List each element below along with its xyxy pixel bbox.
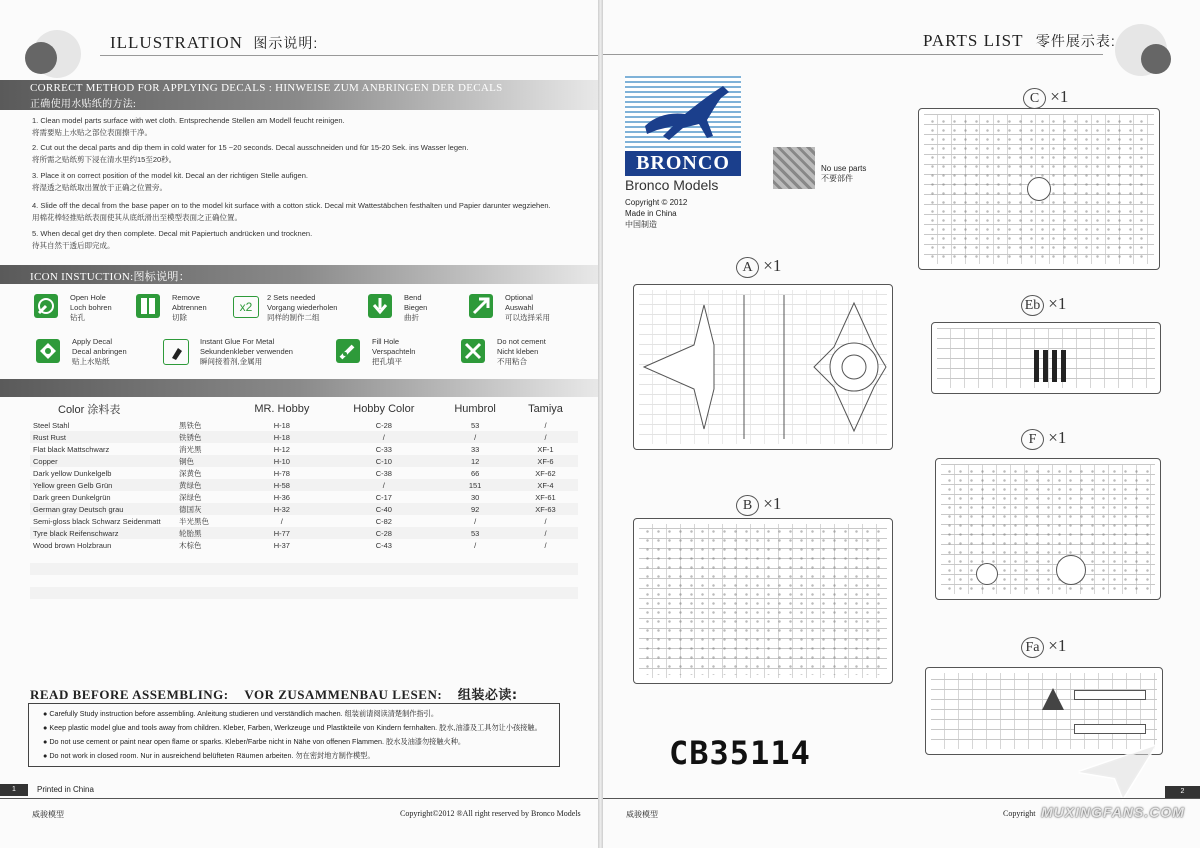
table-cell: C-38 <box>375 468 392 478</box>
icon-label-cn: 贴上水贴纸 <box>72 357 110 366</box>
table-cell: XF-62 <box>535 468 556 478</box>
table-cell: C-10 <box>330 455 437 467</box>
header-color: Color 涂料表 <box>58 404 121 416</box>
decal-step-en: 1. Clean model parts surface with wet cloth. Entsprechende Stellen am Modell feucht reinigen. <box>32 116 345 125</box>
footer-copyright: Copyright©2012 ®All right reserved by Bronco Models <box>400 809 581 818</box>
table-cell: C-40 <box>330 503 437 515</box>
table-cell: 151 <box>437 479 513 491</box>
table-cell: / <box>474 516 477 526</box>
icon-label <box>267 293 337 323</box>
icon-label-cn: 曲折 <box>404 313 419 322</box>
warning-text: Do not work in closed room. Nur in ausreichend belüfteten Räumen arbeiten. 勿在密封地方制作模型。 <box>49 751 375 760</box>
table-cell: Steel Stahl <box>33 420 70 430</box>
table-row <box>30 563 578 575</box>
header-rule <box>603 54 1103 55</box>
no-use-swatch <box>773 147 815 189</box>
read-before-title-cn: 组装必读: <box>457 688 518 703</box>
icon-label-de: Loch bohren <box>70 303 112 312</box>
table-cell: Flat black Mattschwarz <box>33 444 110 454</box>
footer-rule <box>0 798 598 799</box>
table-cell: / <box>330 479 437 491</box>
decals-band-title: CORRECT METHOD FOR APPLYING DECALS : HINWEISE ZUM ANBRINGEN DER DECALS <box>30 82 503 94</box>
warning-item: ● Do not use cement or paint near open flame or sparks. Kleber/Farbe nicht in Nähe von offenen Flammen. 胶水及油漆勿接触火种。 <box>43 737 466 746</box>
sprue-f-label <box>1021 428 1066 450</box>
icon-label-en: Optional <box>505 293 533 302</box>
sprue-qty: ×1 <box>1048 294 1067 313</box>
page-title-cn: 零件展示表: <box>1035 33 1116 49</box>
read-before-title <box>30 684 518 703</box>
table-row <box>30 443 578 455</box>
icon-label-en: 2 Sets needed <box>267 293 316 302</box>
table-cell: C-17 <box>375 492 392 502</box>
table-cell: 木棕色 <box>179 540 202 550</box>
decal-step-cn: 将湿透之贴纸取出置放于正确之位置旁。 <box>32 183 167 192</box>
icon-label-cn: 钻孔 <box>70 313 85 322</box>
table-cell: 德国灰 <box>176 503 233 515</box>
table-cell: 轮胎黑 <box>176 527 233 539</box>
icon-band <box>0 265 598 284</box>
table-cell: H-18 <box>273 420 290 430</box>
sprue-b-label <box>736 494 781 516</box>
brand-copyright <box>625 197 687 230</box>
icon-label-en: Instant Glue For Metal <box>200 337 275 346</box>
footer-copyright: Copyright <box>1003 809 1036 818</box>
sprue-fa-label <box>1021 636 1066 658</box>
warning-text: Carefully Study instruction before assembling. Anleitung studieren und verständlich machen. 组装前请阅读清楚制作指引。 <box>49 709 439 718</box>
apply-decal-icon <box>36 339 60 363</box>
warning-item: ● Carefully Study instruction before assembling. Anleitung studieren und verständlich machen. 组装前请阅读清楚制作指引。 <box>43 709 439 718</box>
decals-band-title-cn: 正确使用水贴纸的方法: <box>30 99 137 110</box>
table-cell: 66 <box>470 468 480 478</box>
page-number-badge: 1 <box>0 784 28 796</box>
icon-label <box>72 337 127 367</box>
footer-brand-cn: 威骏模型 <box>626 810 658 819</box>
table-cell: Rust Rust <box>30 431 176 443</box>
paper-plane-watermark-icon <box>1077 742 1157 802</box>
sprue-a-drawing <box>634 285 892 449</box>
copyright-text: Copyright © 2012 <box>625 198 688 207</box>
table-row <box>30 515 578 527</box>
sprue-b <box>633 518 893 684</box>
table-cell: H-36 <box>273 492 290 502</box>
table-cell: 铁锈色 <box>176 431 233 443</box>
icon-label-de: Decal anbringen <box>72 347 127 356</box>
icon-label-en: Bend <box>404 293 422 302</box>
made-in-cn-text: 中国制造 <box>625 220 657 229</box>
page-title-en: ILLUSTRATION <box>110 33 243 52</box>
decal-step-cn: 将所需之贴纸剪下浸在清水里约15至20秒。 <box>32 155 177 164</box>
kit-number: CB35114 <box>669 734 811 772</box>
sprue-letter: Fa <box>1021 637 1044 658</box>
decal-step <box>32 201 551 223</box>
table-cell: 深绿色 <box>179 492 202 502</box>
color-band <box>0 379 598 397</box>
icon-label-de: Biegen <box>404 303 428 312</box>
table-cell: H-32 <box>233 503 330 515</box>
bend-icon <box>368 294 392 318</box>
decal-step-en: 4. Slide off the decal from the base paper on to the model kit surface with a cotton stick. Decal mit Wattestäbchen festhalten und Papier darunter wegziehen. <box>32 201 551 210</box>
table-cell: 半光黑色 <box>179 516 209 526</box>
table-row <box>30 575 578 587</box>
decal-step-cn: 将需要贴上水贴之部位表面擦干净。 <box>32 128 152 137</box>
icon-label-de: Nicht kleben <box>497 347 539 356</box>
decals-band <box>0 80 598 110</box>
horse-icon <box>625 76 741 150</box>
sprue-qty: ×1 <box>1048 428 1067 447</box>
table-cell: H-78 <box>273 468 290 478</box>
color-table-body <box>30 419 578 551</box>
watermark-text: MUXINGFANS.COM <box>1041 804 1185 820</box>
header-dot-decoration <box>1141 44 1171 74</box>
icon-band-title-cn: 图标说明： <box>133 271 190 283</box>
table-row <box>30 491 578 503</box>
table-cell: / <box>280 516 283 526</box>
table-cell: H-77 <box>233 527 330 539</box>
icon-label-cn: 可以选择采用 <box>505 313 550 322</box>
sprue-letter: Eb <box>1021 295 1044 316</box>
table-row <box>30 527 578 539</box>
header-dot-decoration <box>25 42 57 74</box>
table-cell: XF-6 <box>513 455 578 467</box>
table-row <box>30 455 578 467</box>
icon-label <box>172 293 207 323</box>
table-cell: / <box>544 540 547 550</box>
table-cell: 33 <box>470 444 480 454</box>
table-cell: 92 <box>437 503 513 515</box>
sprue-qty: ×1 <box>1050 87 1069 106</box>
decal-step-en: 3. Place it on correct position of the model kit. Decal an der richtigen Stelle aufigen. <box>32 171 308 180</box>
icon-label-de: Sekundenkleber verwenden <box>200 347 293 356</box>
table-cell: C-82 <box>375 516 392 526</box>
page-number-badge: 2 <box>1165 786 1200 798</box>
no-use-label <box>821 164 866 184</box>
table-cell: / <box>330 431 437 443</box>
sprue-c <box>918 108 1160 270</box>
read-before-title-de: VOR ZUSAMMENBAU LESEN: <box>244 687 443 702</box>
table-cell: Tyre black Reifenschwarz <box>30 527 176 539</box>
icon-label-en: Do not cement <box>497 337 546 346</box>
header-tamiya: Tamiya <box>528 403 563 415</box>
color-table <box>30 399 578 599</box>
made-in-text: Made in China <box>625 209 677 218</box>
table-cell: 深黄色 <box>179 468 202 478</box>
bronco-logo <box>625 76 741 176</box>
remove-icon <box>136 294 160 318</box>
icon-label <box>200 337 293 367</box>
instant-glue-icon <box>163 339 189 365</box>
icon-label-cn: 不用粘合 <box>497 357 527 366</box>
color-table-header <box>30 399 578 419</box>
table-cell: XF-63 <box>513 503 578 515</box>
table-cell: 铜色 <box>176 455 233 467</box>
table-cell: H-12 <box>273 444 290 454</box>
warning-text: Keep plastic model glue and tools away from children. Kleber, Farben, Werkzeuge und Plastikteile von Kindern fernhalten. 胶水,油漆及工具勿让小孩接触。 <box>49 723 542 732</box>
fill-hole-icon <box>336 339 360 363</box>
decal-step <box>32 116 345 138</box>
table-cell: C-28 <box>330 527 437 539</box>
page-title-cn: 图示说明: <box>253 35 319 51</box>
footer-brand-cn: 威骏模型 <box>32 810 64 819</box>
table-cell: 黑铁色 <box>179 420 202 430</box>
decal-step-cn: 待其自然干透后即完成。 <box>32 241 115 250</box>
no-use-en: No use parts <box>821 164 867 173</box>
decal-step <box>32 229 312 251</box>
table-cell: Dark yellow Dunkelgelb <box>33 468 112 478</box>
logo-text: BRONCO <box>625 151 741 176</box>
icon-label <box>70 293 112 323</box>
x2-icon: x2 <box>233 296 259 318</box>
icon-label-cn: 切除 <box>172 313 187 322</box>
table-cell: 53 <box>437 527 513 539</box>
table-cell: XF-4 <box>513 479 578 491</box>
table-cell: H-18 <box>233 431 330 443</box>
sprue-eb-label <box>1021 294 1066 316</box>
open-hole-icon <box>34 294 58 318</box>
table-cell: H-10 <box>233 455 330 467</box>
table-cell: / <box>513 527 578 539</box>
icon-label-cn: 同样的制作二组 <box>267 313 320 322</box>
sprue-qty: ×1 <box>1048 636 1067 655</box>
table-cell: 53 <box>470 420 480 430</box>
table-cell: XF-1 <box>537 444 554 454</box>
icon-label-de: Verspachteln <box>372 347 416 356</box>
table-cell: / <box>474 540 477 550</box>
sprue-f <box>935 458 1161 600</box>
header-rule <box>100 55 598 56</box>
footer-rule <box>603 798 1200 799</box>
icon-label-en: Remove <box>172 293 200 302</box>
decal-step <box>32 143 468 165</box>
page-title-en: PARTS LIST <box>923 31 1024 50</box>
table-cell: 消光黑 <box>179 444 202 454</box>
decal-step-cn: 用棉花棒轻推贴纸表面使其从底纸滑出至模型表面之正确位置。 <box>32 213 242 222</box>
table-cell: Yellow green Gelb Grün <box>30 479 176 491</box>
sprue-c-label <box>1023 87 1068 109</box>
header-mr-hobby: MR. Hobby <box>254 403 310 415</box>
table-cell: Wood brown Holzbraun <box>33 540 112 550</box>
table-row <box>30 551 578 563</box>
table-cell: Copper <box>30 455 176 467</box>
warning-item: ● Do not work in closed room. Nur in ausreichend belüfteten Räumen arbeiten. 勿在密封地方制作模型。 <box>43 751 375 760</box>
table-cell: German gray Deutsch grau <box>30 503 176 515</box>
table-row <box>30 479 578 491</box>
sprue-letter: F <box>1021 429 1044 450</box>
table-cell: XF-61 <box>535 492 556 502</box>
table-cell: 黄绿色 <box>176 479 233 491</box>
table-row <box>30 419 578 431</box>
warning-item: ● Keep plastic model glue and tools away from children. Kleber, Farben, Werkzeuge und Plastikteile von Kindern fernhalten. 胶水,油漆及工具勿让小孩接触。 <box>43 723 542 732</box>
read-before-title-en: READ BEFORE ASSEMBLING: <box>30 687 229 702</box>
table-cell: / <box>513 431 578 443</box>
sprue-qty: ×1 <box>763 494 782 513</box>
brand-name: Bronco Models <box>625 177 719 193</box>
header-humbrol: Humbrol <box>454 403 496 415</box>
table-row <box>30 503 578 515</box>
table-row <box>30 587 578 599</box>
page-title <box>110 33 318 53</box>
sprue-letter: A <box>736 257 759 278</box>
do-not-cement-icon <box>461 339 485 363</box>
no-use-cn: 不要部件 <box>821 174 853 183</box>
decal-step-en: 5. When decal get dry then complete. Decal mit Papiertuch andrücken und trocknen. <box>32 229 313 238</box>
table-cell: Dark green Dunkelgrün <box>33 492 111 502</box>
sprue-eb <box>931 322 1161 394</box>
icon-label-en: Open Hole <box>70 293 106 302</box>
table-cell: C-28 <box>375 420 392 430</box>
icon-label-de: Abtrennen <box>172 303 207 312</box>
icon-label-cn: 瞬间接着剂,金属用 <box>200 357 263 366</box>
sprue-letter: B <box>736 495 759 516</box>
icon-label-en: Apply Decal <box>72 337 113 346</box>
sprue-qty: ×1 <box>763 256 782 275</box>
table-row <box>30 431 578 443</box>
icon-label-cn: 把孔填平 <box>372 357 402 366</box>
icon-label <box>404 293 427 323</box>
sprue-a <box>633 284 893 450</box>
icon-label <box>497 337 546 367</box>
table-cell: C-33 <box>375 444 392 454</box>
table-cell: / <box>544 420 547 430</box>
table-cell: Semi-gloss black Schwarz Seidenmatt <box>33 516 161 526</box>
table-cell: C-43 <box>375 540 392 550</box>
icon-label <box>372 337 415 367</box>
table-cell: / <box>437 431 513 443</box>
icon-label <box>505 293 550 323</box>
page-title <box>923 31 1116 51</box>
table-cell: 12 <box>437 455 513 467</box>
printed-in: Printed in China <box>37 785 94 794</box>
icon-band-title: ICON INSTUCTION: <box>30 271 134 283</box>
table-cell: H-58 <box>233 479 330 491</box>
table-cell: / <box>544 516 547 526</box>
left-page <box>0 0 599 848</box>
decal-step-en: 2. Cut out the decal parts and dip them in cold water for 15 ~20 seconds. Decal ausschneiden und für 15-20 Sek. ins Wasser legen. <box>32 143 469 152</box>
decal-step <box>32 171 308 193</box>
icon-label-en: Fill Hole <box>372 337 400 346</box>
table-row <box>30 539 578 551</box>
right-page <box>603 0 1200 848</box>
icon-label-de: Auswahl <box>505 303 534 312</box>
table-cell: H-37 <box>273 540 290 550</box>
table-cell: 30 <box>470 492 480 502</box>
sprue-letter: C <box>1023 88 1046 109</box>
icon-label-de: Vorgang wiederholen <box>267 303 338 312</box>
table-row <box>30 467 578 479</box>
header-hobby-color: Hobby Color <box>353 403 415 415</box>
sprue-a-label <box>736 256 781 278</box>
warning-text: Do not use cement or paint near open flame or sparks. Kleber/Farbe nicht in Nähe von offenen Flammen. 胶水及油漆勿接触火种。 <box>49 737 466 746</box>
optional-icon <box>469 294 493 318</box>
read-before-box <box>28 703 560 767</box>
